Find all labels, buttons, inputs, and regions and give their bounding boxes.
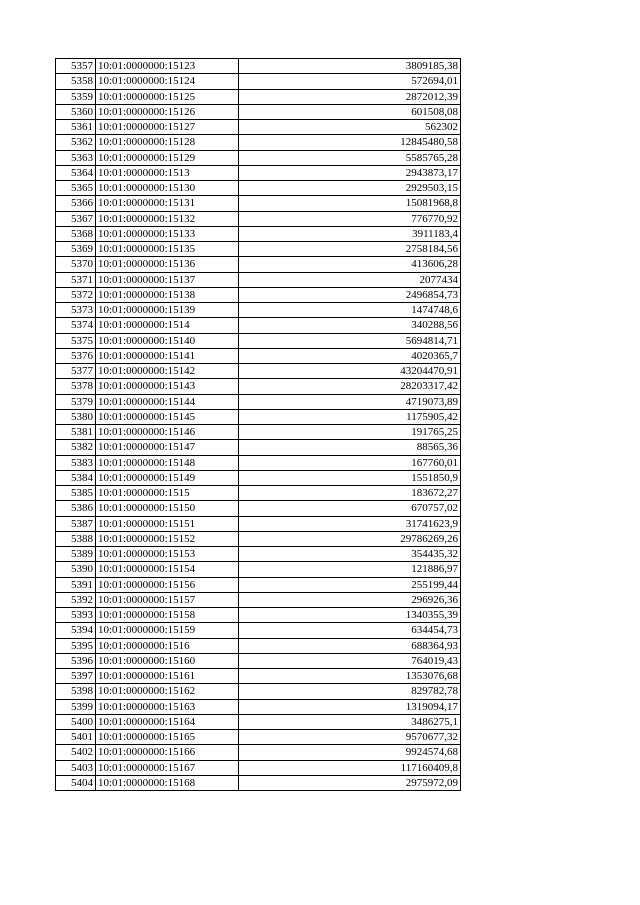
cadastral-number-cell: 10:01:0000000:15126 (96, 104, 239, 119)
value-cell: 776770,92 (239, 211, 461, 226)
value-cell: 117160409,8 (239, 760, 461, 775)
table-row (56, 455, 461, 470)
row-number-cell: 5362 (56, 135, 96, 150)
row-number-cell: 5383 (56, 455, 96, 470)
row-number-cell: 5379 (56, 394, 96, 409)
cadastral-number-cell: 10:01:0000000:15143 (96, 379, 239, 394)
row-number-cell: 5395 (56, 638, 96, 653)
table-row (56, 745, 461, 760)
table-body (56, 59, 461, 791)
value-cell: 296926,36 (239, 592, 461, 607)
value-cell: 9924574,68 (239, 745, 461, 760)
row-number-cell: 5371 (56, 272, 96, 287)
row-number-cell: 5399 (56, 699, 96, 714)
row-number-cell: 5372 (56, 287, 96, 302)
value-cell: 2758184,56 (239, 242, 461, 257)
value-cell: 12845480,58 (239, 135, 461, 150)
row-number-cell: 5357 (56, 59, 96, 74)
table-row (56, 608, 461, 623)
table-row (56, 440, 461, 455)
row-number-cell: 5370 (56, 257, 96, 272)
value-cell: 191765,25 (239, 425, 461, 440)
table-row (56, 425, 461, 440)
table-row (56, 318, 461, 333)
table-row (56, 714, 461, 729)
row-number-cell: 5360 (56, 104, 96, 119)
row-number-cell: 5365 (56, 181, 96, 196)
table-row (56, 547, 461, 562)
cadastral-number-cell: 10:01:0000000:15157 (96, 592, 239, 607)
cadastral-number-cell: 10:01:0000000:15158 (96, 608, 239, 623)
value-cell: 688364,93 (239, 638, 461, 653)
cadastral-number-cell: 10:01:0000000:15159 (96, 623, 239, 638)
row-number-cell: 5404 (56, 775, 96, 790)
cadastral-number-cell: 10:01:0000000:15153 (96, 547, 239, 562)
value-cell: 1175905,42 (239, 409, 461, 424)
row-number-cell: 5398 (56, 684, 96, 699)
cadastral-number-cell: 10:01:0000000:15129 (96, 150, 239, 165)
cadastral-number-cell: 10:01:0000000:15130 (96, 181, 239, 196)
row-number-cell: 5394 (56, 623, 96, 638)
table-row (56, 623, 461, 638)
table-row (56, 501, 461, 516)
cadastral-number-cell: 10:01:0000000:15127 (96, 120, 239, 135)
cadastral-number-cell: 10:01:0000000:1516 (96, 638, 239, 653)
value-cell: 1551850,9 (239, 470, 461, 485)
table-row (56, 486, 461, 501)
cadastral-number-cell: 10:01:0000000:15123 (96, 59, 239, 74)
row-number-cell: 5387 (56, 516, 96, 531)
table-row (56, 669, 461, 684)
value-cell: 4719073,89 (239, 394, 461, 409)
cadastral-number-cell: 10:01:0000000:15146 (96, 425, 239, 440)
value-cell: 5694814,71 (239, 333, 461, 348)
row-number-cell: 5393 (56, 608, 96, 623)
row-number-cell: 5366 (56, 196, 96, 211)
value-cell: 2943873,17 (239, 165, 461, 180)
value-cell: 88565,36 (239, 440, 461, 455)
cadastral-number-cell: 10:01:0000000:15165 (96, 730, 239, 745)
row-number-cell: 5396 (56, 653, 96, 668)
table-row (56, 120, 461, 135)
table-row (56, 59, 461, 74)
cadastral-number-cell: 10:01:0000000:15138 (96, 287, 239, 302)
value-cell: 43204470,91 (239, 364, 461, 379)
table-row (56, 531, 461, 546)
row-number-cell: 5400 (56, 714, 96, 729)
table-row (56, 333, 461, 348)
table-row (56, 699, 461, 714)
row-number-cell: 5368 (56, 226, 96, 241)
row-number-cell: 5385 (56, 486, 96, 501)
cadastral-number-cell: 10:01:0000000:15152 (96, 531, 239, 546)
cadastral-number-cell: 10:01:0000000:15162 (96, 684, 239, 699)
row-number-cell: 5373 (56, 303, 96, 318)
value-cell: 167760,01 (239, 455, 461, 470)
table-row (56, 226, 461, 241)
row-number-cell: 5359 (56, 89, 96, 104)
value-cell: 670757,02 (239, 501, 461, 516)
table-row (56, 165, 461, 180)
table-row (56, 303, 461, 318)
cadastral-number-cell: 10:01:0000000:15168 (96, 775, 239, 790)
row-number-cell: 5374 (56, 318, 96, 333)
table-row (56, 409, 461, 424)
cadastral-number-cell: 10:01:0000000:15141 (96, 348, 239, 363)
cadastral-number-cell: 10:01:0000000:15148 (96, 455, 239, 470)
row-number-cell: 5378 (56, 379, 96, 394)
cadastral-number-cell: 10:01:0000000:15133 (96, 226, 239, 241)
cadastral-number-cell: 10:01:0000000:15167 (96, 760, 239, 775)
cadastral-number-cell: 10:01:0000000:15160 (96, 653, 239, 668)
value-cell: 15081968,8 (239, 196, 461, 211)
value-cell: 2929503,15 (239, 181, 461, 196)
value-cell: 562302 (239, 120, 461, 135)
row-number-cell: 5384 (56, 470, 96, 485)
row-number-cell: 5377 (56, 364, 96, 379)
cadastral-number-cell: 10:01:0000000:15164 (96, 714, 239, 729)
cadastral-number-cell: 10:01:0000000:15135 (96, 242, 239, 257)
cadastral-number-cell: 10:01:0000000:15136 (96, 257, 239, 272)
table-row (56, 760, 461, 775)
value-cell: 413606,28 (239, 257, 461, 272)
cadastral-number-cell: 10:01:0000000:1513 (96, 165, 239, 180)
cadastral-number-cell: 10:01:0000000:15166 (96, 745, 239, 760)
value-cell: 5585765,28 (239, 150, 461, 165)
table-row (56, 684, 461, 699)
cadastral-number-cell: 10:01:0000000:15137 (96, 272, 239, 287)
value-cell: 340288,56 (239, 318, 461, 333)
row-number-cell: 5380 (56, 409, 96, 424)
table-row (56, 74, 461, 89)
value-cell: 2975972,09 (239, 775, 461, 790)
cadastral-number-cell: 10:01:0000000:1514 (96, 318, 239, 333)
table-row (56, 242, 461, 257)
table-row (56, 89, 461, 104)
value-cell: 31741623,9 (239, 516, 461, 531)
value-cell: 354435,32 (239, 547, 461, 562)
table-row (56, 653, 461, 668)
value-cell: 3911183,4 (239, 226, 461, 241)
value-cell: 2872012,39 (239, 89, 461, 104)
table-row (56, 257, 461, 272)
value-cell: 1319094,17 (239, 699, 461, 714)
value-cell: 28203317,42 (239, 379, 461, 394)
table-row (56, 104, 461, 119)
table-row (56, 211, 461, 226)
table-row (56, 516, 461, 531)
cadastral-number-cell: 10:01:0000000:15149 (96, 470, 239, 485)
value-cell: 764019,43 (239, 653, 461, 668)
table-row (56, 775, 461, 790)
value-cell: 4020365,7 (239, 348, 461, 363)
table-row (56, 577, 461, 592)
row-number-cell: 5391 (56, 577, 96, 592)
table-row (56, 379, 461, 394)
table-row (56, 272, 461, 287)
row-number-cell: 5363 (56, 150, 96, 165)
cadastral-number-cell: 10:01:0000000:15151 (96, 516, 239, 531)
row-number-cell: 5397 (56, 669, 96, 684)
cadastral-number-cell: 10:01:0000000:15140 (96, 333, 239, 348)
row-number-cell: 5389 (56, 547, 96, 562)
cadastral-number-cell: 10:01:0000000:1515 (96, 486, 239, 501)
table-row (56, 150, 461, 165)
cadastral-number-cell: 10:01:0000000:15139 (96, 303, 239, 318)
row-number-cell: 5401 (56, 730, 96, 745)
value-cell: 255199,44 (239, 577, 461, 592)
row-number-cell: 5381 (56, 425, 96, 440)
value-cell: 1353076,68 (239, 669, 461, 684)
value-cell: 9570677,32 (239, 730, 461, 745)
value-cell: 121886,97 (239, 562, 461, 577)
value-cell: 601508,08 (239, 104, 461, 119)
table-row (56, 394, 461, 409)
value-cell: 3486275,1 (239, 714, 461, 729)
cadastral-number-cell: 10:01:0000000:15150 (96, 501, 239, 516)
cadastral-number-cell: 10:01:0000000:15128 (96, 135, 239, 150)
cadastral-number-cell: 10:01:0000000:15163 (96, 699, 239, 714)
cadastral-number-cell: 10:01:0000000:15131 (96, 196, 239, 211)
row-number-cell: 5388 (56, 531, 96, 546)
table-row (56, 730, 461, 745)
cadastral-number-cell: 10:01:0000000:15132 (96, 211, 239, 226)
row-number-cell: 5364 (56, 165, 96, 180)
cadastral-number-cell: 10:01:0000000:15147 (96, 440, 239, 455)
row-number-cell: 5386 (56, 501, 96, 516)
row-number-cell: 5382 (56, 440, 96, 455)
cadastral-number-cell: 10:01:0000000:15125 (96, 89, 239, 104)
value-cell: 3809185,38 (239, 59, 461, 74)
value-cell: 29786269,26 (239, 531, 461, 546)
table-row (56, 196, 461, 211)
cadastral-number-cell: 10:01:0000000:15154 (96, 562, 239, 577)
value-cell: 634454,73 (239, 623, 461, 638)
value-cell: 183672,27 (239, 486, 461, 501)
cadastral-number-cell: 10:01:0000000:15144 (96, 394, 239, 409)
cadastral-number-cell: 10:01:0000000:15124 (96, 74, 239, 89)
row-number-cell: 5403 (56, 760, 96, 775)
cadastral-number-cell: 10:01:0000000:15142 (96, 364, 239, 379)
value-cell: 1340355,39 (239, 608, 461, 623)
cadastral-number-cell: 10:01:0000000:15161 (96, 669, 239, 684)
value-cell: 572694,01 (239, 74, 461, 89)
cadastral-number-cell: 10:01:0000000:15145 (96, 409, 239, 424)
row-number-cell: 5367 (56, 211, 96, 226)
value-cell: 2496854,73 (239, 287, 461, 302)
table-row (56, 348, 461, 363)
value-cell: 1474748,6 (239, 303, 461, 318)
cadastral-number-cell: 10:01:0000000:15156 (96, 577, 239, 592)
table-row (56, 592, 461, 607)
table-row (56, 638, 461, 653)
row-number-cell: 5361 (56, 120, 96, 135)
table-row (56, 135, 461, 150)
row-number-cell: 5369 (56, 242, 96, 257)
table-row (56, 470, 461, 485)
table-row (56, 364, 461, 379)
row-number-cell: 5358 (56, 74, 96, 89)
parcel-value-table (55, 58, 461, 791)
table-row (56, 287, 461, 302)
value-cell: 829782,78 (239, 684, 461, 699)
table-row (56, 562, 461, 577)
row-number-cell: 5375 (56, 333, 96, 348)
row-number-cell: 5402 (56, 745, 96, 760)
value-cell: 2077434 (239, 272, 461, 287)
table-row (56, 181, 461, 196)
row-number-cell: 5392 (56, 592, 96, 607)
row-number-cell: 5390 (56, 562, 96, 577)
row-number-cell: 5376 (56, 348, 96, 363)
